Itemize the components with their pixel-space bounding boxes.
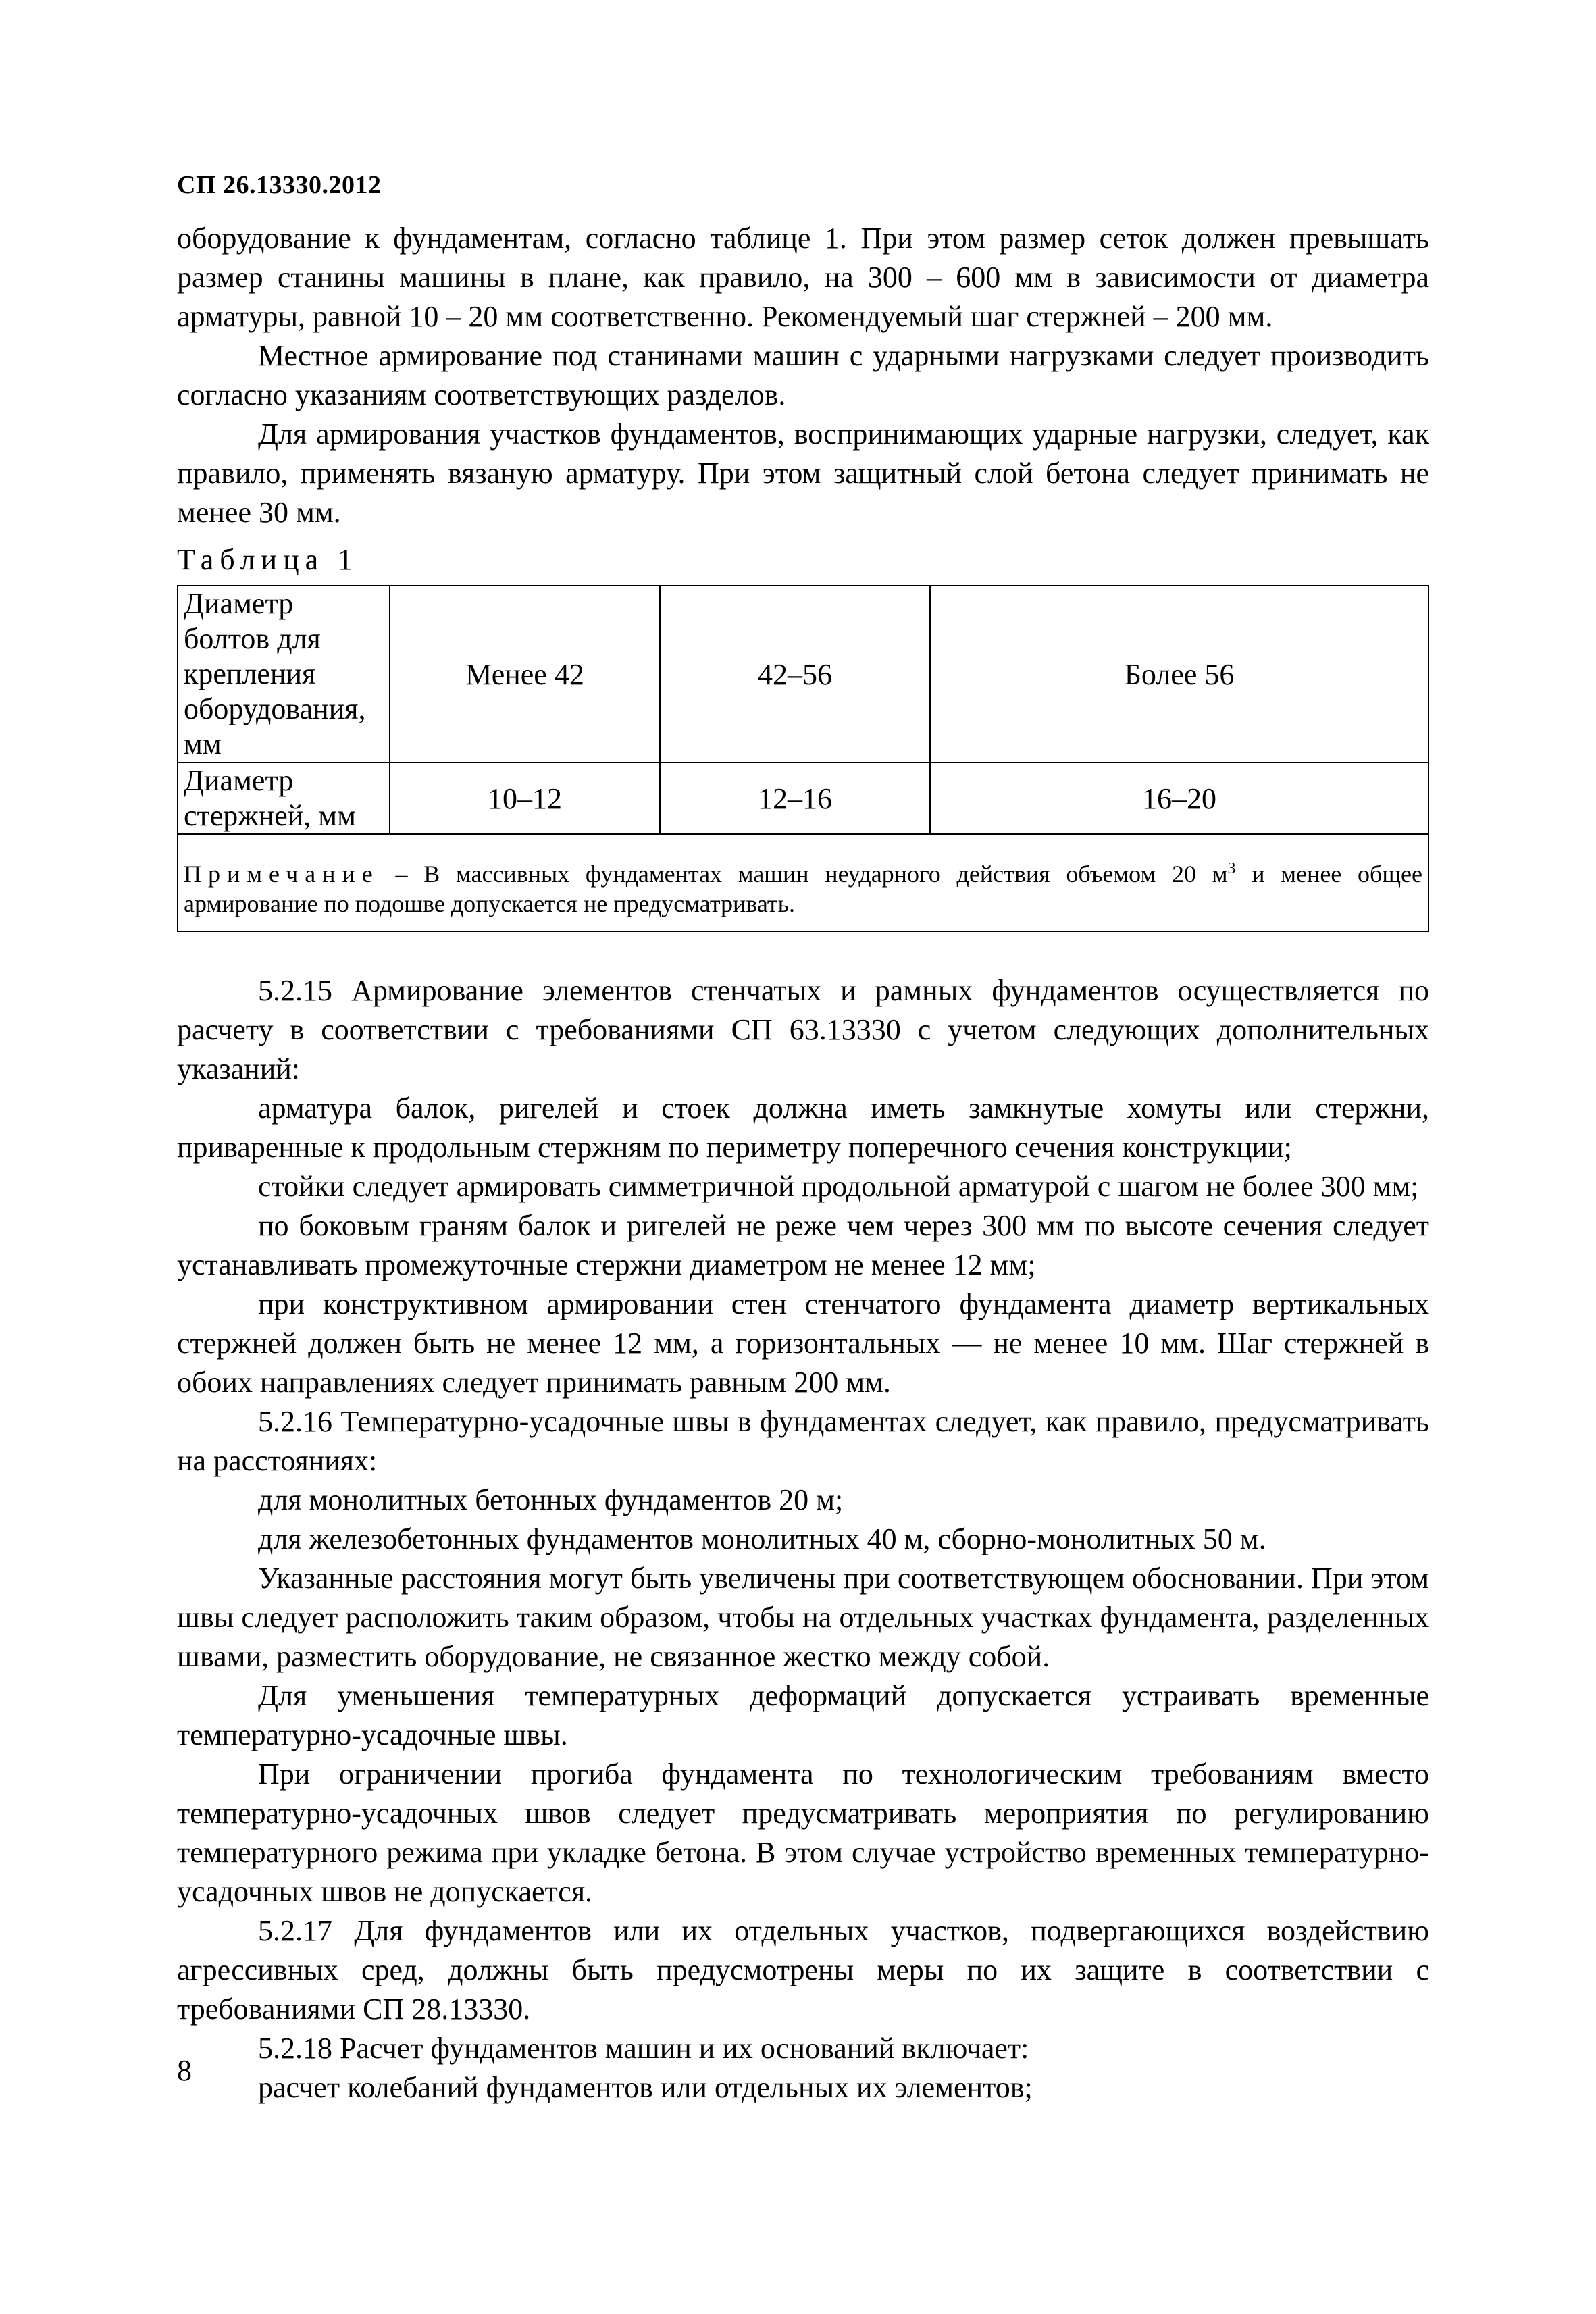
table-cell: 10–12 [390, 763, 660, 834]
note-text: и менее общее армирование по подошве допускается не предусматривать. [184, 860, 1423, 917]
table-note [178, 834, 1428, 931]
paragraph: 5.2.18 Расчет фундаментов машин и их оснований включает: [258, 2032, 1029, 2065]
table-cell: Более 56 [930, 586, 1428, 763]
paragraph: при конструктивном армировании стен стенчатого фундамента диаметр вертикальных стержней должен быть не менее 12 мм, а горизонтальных — не менее 10 мм. Шаг стержней в обоих направлениях следует принимать равным 200 мм. [177, 1287, 1429, 1399]
table-cell: 12–16 [660, 763, 930, 834]
paragraph: Указанные расстояния могут быть увеличены при соответствующем обосновании. При этом швы следует расположить таким образом, чтобы на отдельных участках фундамента, разделенных швами, разместить оборудование, не связанное жестко между собой. [177, 1562, 1429, 1673]
paragraph: расчет колебаний фундаментов или отдельных их элементов; [258, 2071, 1033, 2104]
paragraph: арматура балок, ригелей и стоек должна иметь замкнутые хомуты или стержни, приваренные к продольным стержням по периметру поперечного сечения конструкции; [177, 1091, 1429, 1164]
reinforcement-table [177, 585, 1429, 932]
document-page [177, 169, 1429, 2107]
paragraph: 5.2.17 Для фундаментов или их отдельных участков, подвергающихся воздействию агрессивных сред, должны быть предусмотрены меры по их защите в соответствии с требованиями СП 28.13330. [177, 1914, 1429, 2026]
table-caption: Таблица 1 [177, 543, 359, 576]
table-cell: Менее 42 [390, 586, 660, 763]
section-body [177, 971, 1429, 2107]
paragraph: 5.2.15 Армирование элементов стенчатых и рамных фундаментов осуществляется по расчету в соответствии с требованиями СП 63.13330 с учетом следующих дополнительных указаний: [177, 974, 1429, 1085]
paragraph: Местное армирование под станинами машин с ударными нагрузками следует производить согласно указаниям соответствующих разделов. [177, 339, 1429, 411]
paragraph: по боковым граням балок и ригелей не реже чем через 300 мм по высоте сечения следует устанавливать промежуточные стержни диаметром не менее 12 мм; [177, 1209, 1429, 1281]
paragraph: Для уменьшения температурных деформаций допускается устраивать временные температурно-усадочные швы. [177, 1679, 1429, 1751]
table-row-label: Диаметр болтов для крепления оборудования, мм [178, 586, 390, 763]
table-row-label: Диаметр стержней, мм [178, 763, 390, 834]
paragraph: для железобетонных фундаментов монолитных 40 м, сборно-монолитных 50 м. [258, 1522, 1266, 1555]
note-keyword: Примечание [184, 860, 380, 888]
page-number: 8 [177, 2054, 192, 2087]
paragraph: оборудование к фундаментам, согласно таблице 1. При этом размер сеток должен превышать размер станины машины в плане, как правило, на 300 – 600 мм в зависимости от диаметра арматуры, равной 10 – 20 мм соответственно. Рекомендуемый шаг стержней – 200 мм. [177, 222, 1429, 333]
document-header: СП 26.13330.2012 [177, 171, 382, 199]
paragraph: стойки следует армировать симметричной продольной арматурой с шагом не более 300 мм; [258, 1170, 1419, 1203]
note-text: – В массивных фундаментах машин неударного действия объемом 20 м [379, 860, 1228, 888]
table-cell: 16–20 [930, 763, 1428, 834]
table-row [178, 586, 1428, 763]
paragraph: для монолитных бетонных фундаментов 20 м; [258, 1483, 844, 1516]
table-note-row [178, 834, 1428, 931]
paragraph: 5.2.16 Температурно-усадочные швы в фундаментах следует, как правило, предусматривать на расстояниях: [177, 1405, 1429, 1477]
paragraph: Для армирования участков фундаментов, воспринимающих ударные нагрузки, следует, как правило, применять вязаную арматуру. При этом защитный слой бетона следует принимать не менее 30 мм. [177, 417, 1429, 529]
table-cell: 42–56 [660, 586, 930, 763]
paragraph: При ограничении прогиба фундамента по технологическим требованиям вместо температурно-усадочных швов следует предусматривать мероприятия по регулированию температурного режима при укладке бетона. В этом случае устройство временных температурно-усадочных швов не допускается. [177, 1757, 1429, 1908]
note-superscript: 3 [1227, 860, 1236, 877]
table-row [178, 763, 1428, 834]
